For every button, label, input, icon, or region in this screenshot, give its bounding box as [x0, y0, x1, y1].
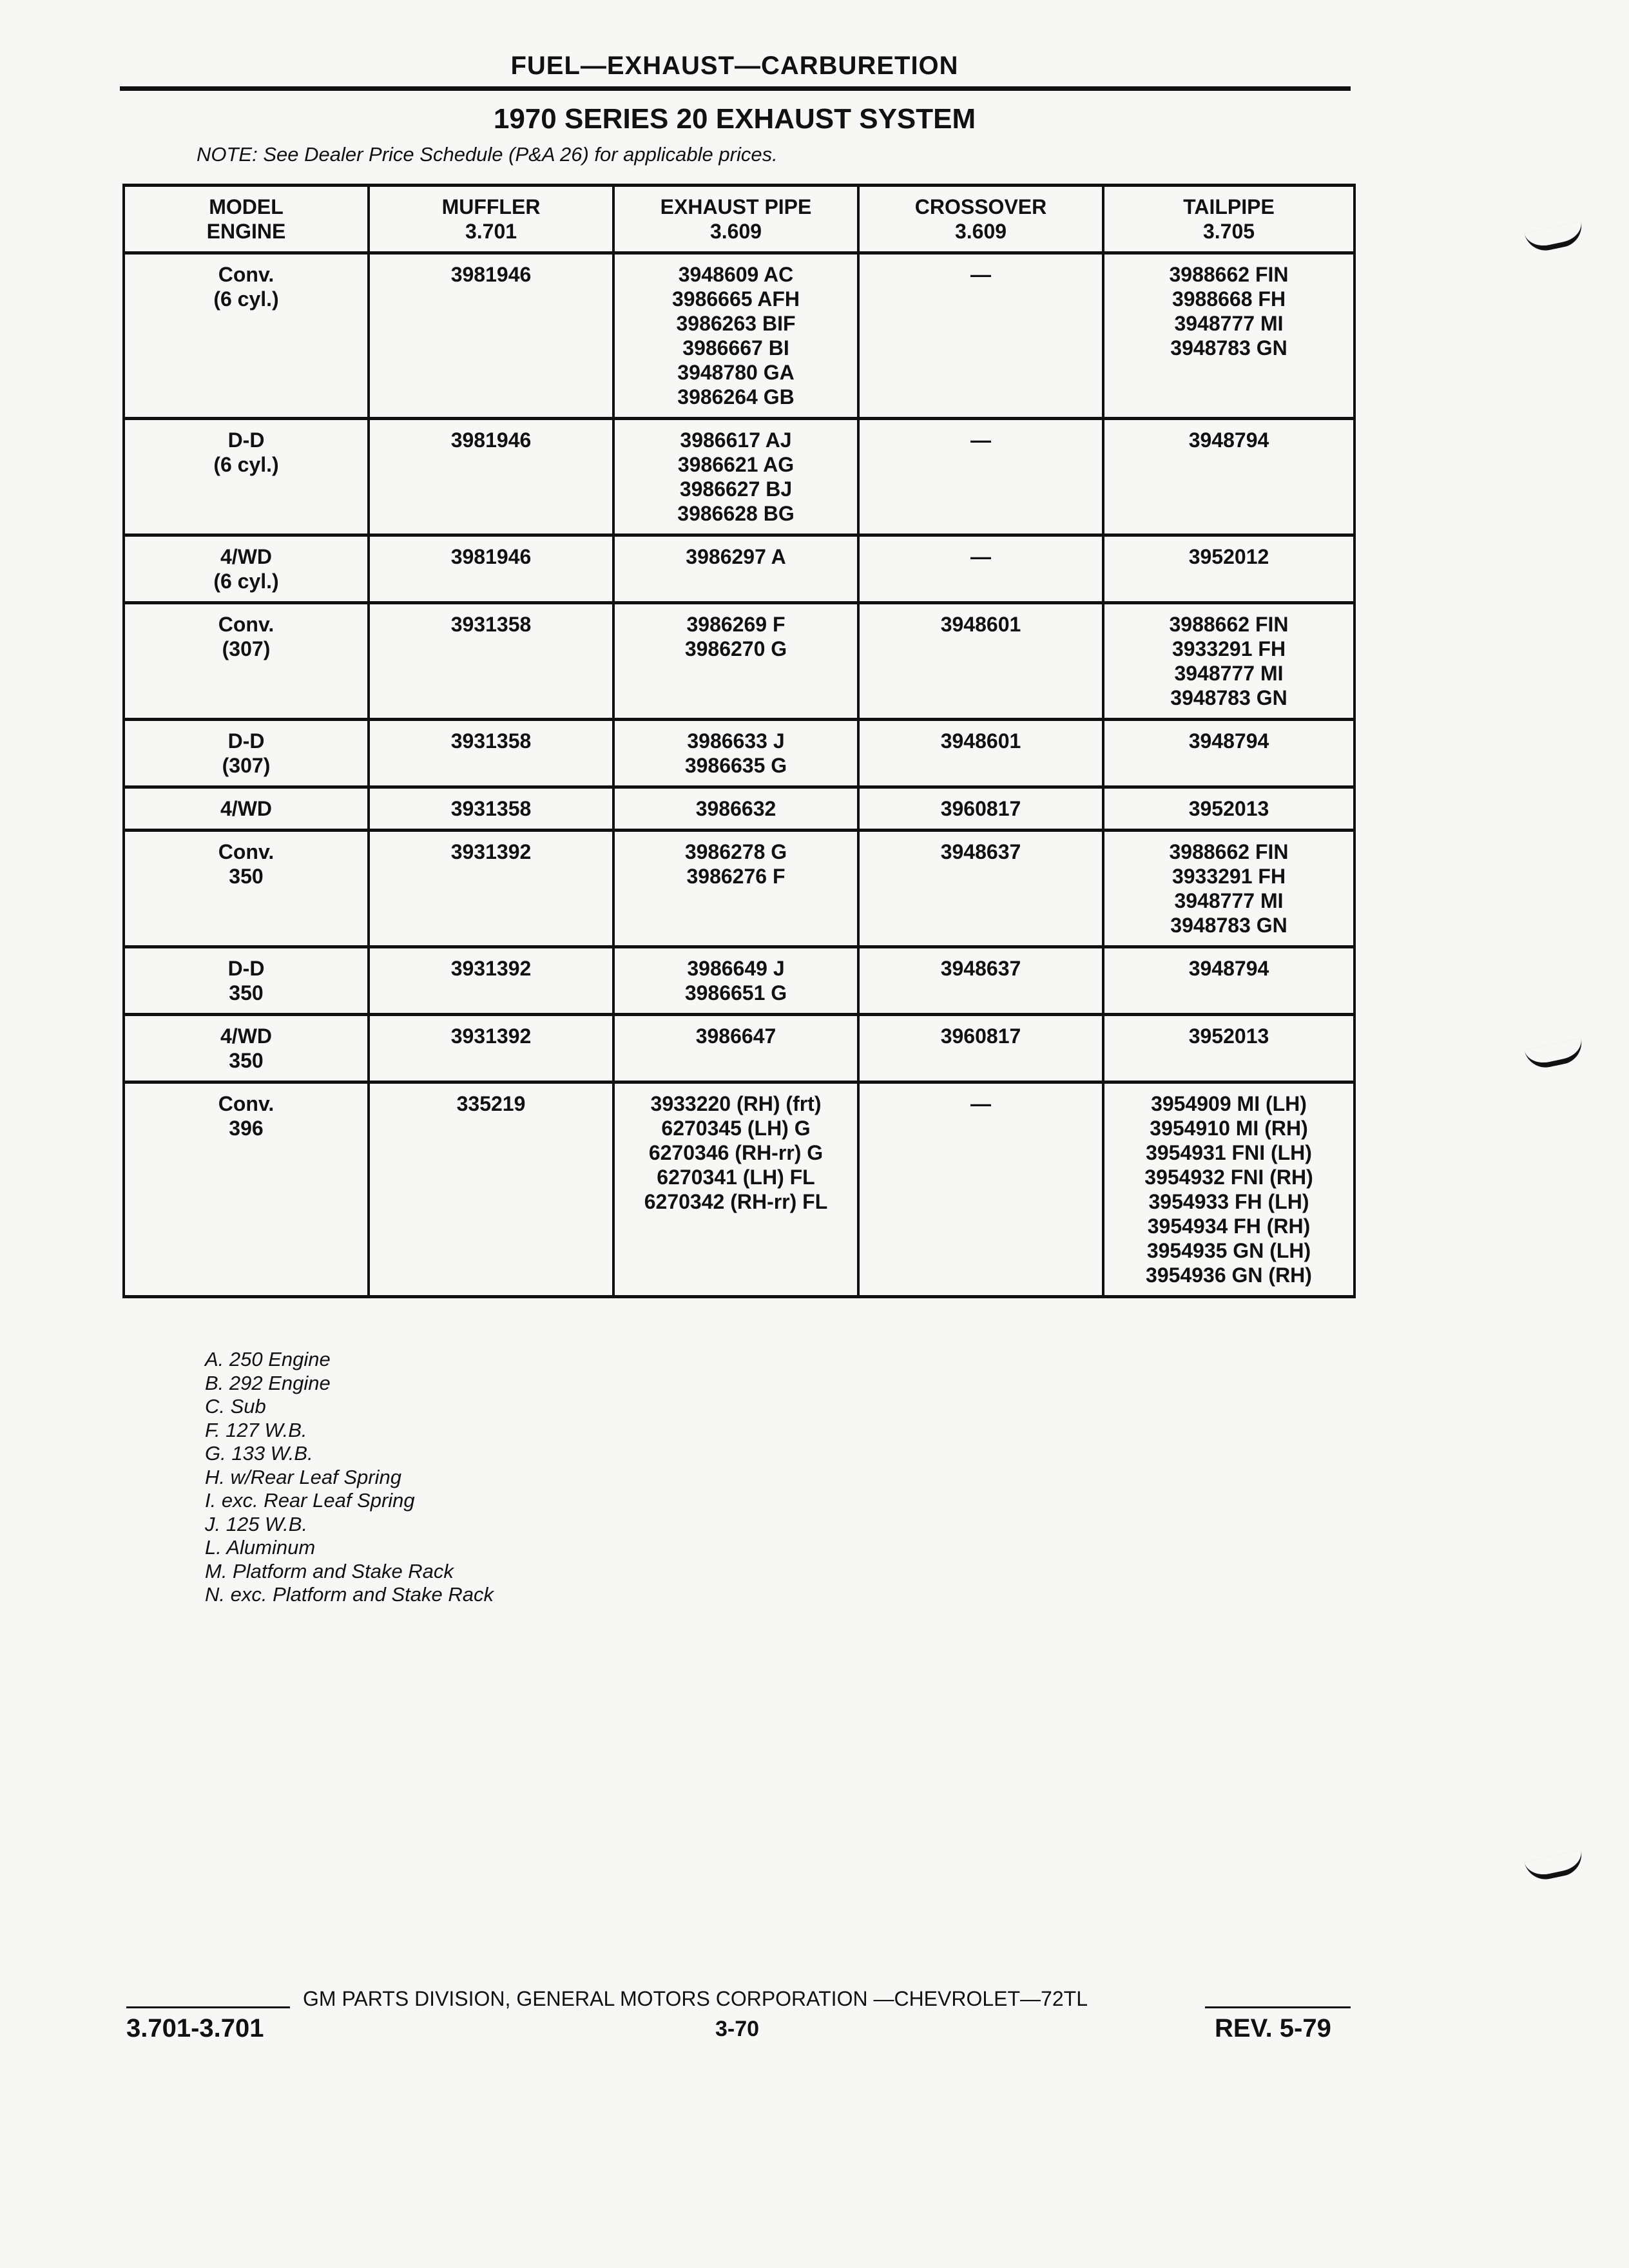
muffler-cell-line: 3931358 [450, 797, 532, 820]
muffler-cell [369, 947, 613, 1015]
exhaust-pipe-cell-line: 3986665 AFH [671, 287, 800, 311]
footnote-item: F. 127 W.B. [205, 1418, 307, 1441]
tailpipe-cell-line: 3988662 FIN [1169, 263, 1289, 286]
crossover-cell [858, 603, 1103, 720]
table-row [124, 1015, 1354, 1082]
table-row [124, 831, 1354, 947]
muffler-cell-line: 3931392 [450, 840, 532, 863]
tailpipe-cell-line: 3954910 MI (RH) [1150, 1117, 1308, 1140]
tailpipe-cell [1103, 831, 1354, 947]
exhaust-pipe-cell [613, 603, 858, 720]
footnote-item: N. exc. Platform and Stake Rack [205, 1583, 494, 1606]
muffler-header-line: MUFFLER [441, 195, 541, 218]
footnote-item: B. 292 Engine [205, 1371, 331, 1394]
muffler-cell [369, 831, 613, 947]
exhaust-pipe-cell-line: 3986651 G [684, 981, 787, 1004]
table-row [124, 253, 1354, 419]
exhaust-pipe-cell-line: 3933220 (RH) (frt) [650, 1092, 822, 1115]
tailpipe-cell-line: 3954935 GN (LH) [1146, 1239, 1311, 1262]
table-row [124, 787, 1354, 831]
model-engine-header-line: ENGINE [206, 220, 286, 243]
muffler-cell [369, 1015, 613, 1082]
muffler-cell-line: 3931358 [450, 729, 532, 753]
tailpipe-cell-line: 3948794 [1188, 957, 1269, 980]
exhaust-pipe-cell-line: 3986635 G [684, 754, 787, 777]
exhaust-pipe-cell [613, 831, 858, 947]
muffler-cell [369, 1082, 613, 1297]
tailpipe-cell-line: 3948783 GN [1170, 336, 1287, 360]
model-engine-cell-line: (6 cyl.) [213, 287, 279, 311]
tailpipe-cell-line: 3988668 FH [1171, 287, 1286, 311]
muffler-header-line: 3.701 [465, 220, 517, 243]
tailpipe-cell-line: 3948777 MI [1174, 312, 1284, 335]
crossover-cell [858, 947, 1103, 1015]
exhaust-pipe-cell-line: 3986278 G [684, 840, 787, 863]
model-engine-cell-line: Conv. [218, 263, 275, 286]
tailpipe-cell [1103, 720, 1354, 787]
footer-page-number: 3-70 [715, 2017, 760, 2041]
model-engine-cell [124, 720, 369, 787]
exhaust-pipe-cell-line: 6270341 (LH) FL [657, 1166, 815, 1189]
tailpipe-cell-line: 3954933 FH (LH) [1148, 1190, 1309, 1213]
tailpipe-cell-line: 3948783 GN [1170, 914, 1287, 937]
tailpipe-cell [1103, 603, 1354, 720]
exhaust-pipe-cell-line: 3986269 F [686, 613, 786, 636]
exhaust-pipe-cell [613, 787, 858, 831]
crossover-cell-line: 3948601 [940, 729, 1021, 753]
muffler-cell-line: 3931358 [450, 613, 532, 636]
exhaust-pipe-cell [613, 253, 858, 419]
crossover-cell-line: 3948637 [940, 957, 1021, 980]
tailpipe-cell-line: 3954931 FNI (LH) [1146, 1141, 1312, 1164]
model-engine-cell [124, 1015, 369, 1082]
footer-section-range: 3.701-3.701 [126, 2014, 264, 2042]
footnote-item: A. 250 Engine [205, 1348, 331, 1370]
crossover-cell-line: 3948637 [940, 840, 1021, 863]
footnote-item: H. w/Rear Leaf Spring [205, 1465, 401, 1488]
table-row [124, 419, 1354, 535]
model-engine-cell-line: (6 cyl.) [213, 453, 279, 476]
footnote-item: I. exc. Rear Leaf Spring [205, 1489, 415, 1512]
tailpipe-cell [1103, 253, 1354, 419]
footnote-list [205, 1348, 494, 1607]
tailpipe-header-line: TAILPIPE [1183, 195, 1275, 218]
tailpipe-cell-line: 3954934 FH (RH) [1147, 1215, 1311, 1238]
model-engine-cell-line: 4/WD [220, 1024, 272, 1048]
model-engine-header [124, 186, 369, 253]
exhaust-pipe-cell [613, 720, 858, 787]
model-engine-cell-line: 350 [229, 1049, 264, 1072]
model-engine-cell-line: (307) [222, 637, 271, 660]
model-engine-cell-line: 350 [229, 981, 264, 1004]
tailpipe-cell [1103, 787, 1354, 831]
exhaust-pipe-cell [613, 947, 858, 1015]
exhaust-pipe-cell-line: 3986621 AG [677, 453, 795, 476]
binder-hole-mark [1524, 1038, 1585, 1072]
model-engine-cell [124, 603, 369, 720]
exhaust-pipe-cell-line: 3986263 BIF [676, 312, 796, 335]
exhaust-pipe-cell [613, 1082, 858, 1297]
muffler-cell-line: 3981946 [450, 545, 532, 568]
table-row [124, 603, 1354, 720]
exhaust-pipe-cell-line: 3986270 G [684, 637, 787, 660]
crossover-cell [858, 1082, 1103, 1297]
section-header: FUEL—EXHAUST—CARBURETION [510, 52, 959, 80]
tailpipe-cell-line: 3948794 [1188, 428, 1269, 452]
muffler-cell [369, 787, 613, 831]
exhaust-pipe-cell-line: 3948609 AC [678, 263, 794, 286]
model-engine-cell-line: (6 cyl.) [213, 570, 279, 593]
exhaust-pipe-cell-line: 3986276 F [686, 865, 786, 888]
model-engine-cell-line: D-D [227, 729, 265, 753]
exhaust-pipe-cell [613, 535, 858, 603]
table-row [124, 720, 1354, 787]
footnote-item: L. Aluminum [205, 1536, 316, 1559]
exhaust-pipe-header-line: 3.609 [709, 220, 762, 243]
exhaust-pipe-cell-line: 6270346 (RH-rr) G [648, 1141, 824, 1164]
tailpipe-cell-line: 3952013 [1188, 797, 1269, 820]
muffler-cell [369, 535, 613, 603]
footnote-item: G. 133 W.B. [205, 1442, 313, 1465]
crossover-cell-line: 3948601 [940, 613, 1021, 636]
table-row [124, 1082, 1354, 1297]
tailpipe-cell-line: 3954932 FNI (RH) [1144, 1166, 1313, 1189]
model-engine-cell-line: 396 [229, 1117, 264, 1140]
exhaust-pipe-cell-line: 6270342 (RH-rr) FL [644, 1190, 828, 1213]
exhaust-pipe-cell-line: 3986667 BI [682, 336, 789, 360]
tailpipe-cell-line: 3988662 FIN [1169, 840, 1289, 863]
tailpipe-cell-line: 3933291 FH [1171, 637, 1286, 660]
model-engine-header-line: MODEL [209, 195, 284, 218]
footer-rule-right [1205, 2006, 1351, 2008]
model-engine-cell [124, 947, 369, 1015]
exhaust-pipe-header-line: EXHAUST PIPE [660, 195, 812, 218]
exhaust-pipe-cell-line: 3986632 [695, 797, 776, 820]
exhaust-pipe-cell-line: 3948780 GA [677, 361, 795, 384]
tailpipe-cell [1103, 419, 1354, 535]
tailpipe-cell-line: 3933291 FH [1171, 865, 1286, 888]
crossover-header-line: CROSSOVER [914, 195, 1047, 218]
tailpipe-cell-line: 3948777 MI [1174, 889, 1284, 912]
crossover-header-line: 3.609 [954, 220, 1007, 243]
exhaust-pipe-cell [613, 1015, 858, 1082]
model-engine-cell [124, 535, 369, 603]
exhaust-pipe-cell-line: 3986633 J [687, 729, 785, 753]
model-engine-cell-line: Conv. [218, 1092, 275, 1115]
model-engine-cell [124, 253, 369, 419]
crossover-cell-line: — [970, 1092, 991, 1115]
header-rule [120, 86, 1351, 91]
tailpipe-cell-line: 3948783 GN [1170, 686, 1287, 709]
crossover-header [858, 186, 1103, 253]
crossover-cell [858, 831, 1103, 947]
model-engine-cell-line: (307) [222, 754, 271, 777]
muffler-cell [369, 603, 613, 720]
model-engine-cell-line: Conv. [218, 613, 275, 636]
tailpipe-cell-line: 3954936 GN (RH) [1146, 1264, 1312, 1287]
tailpipe-cell [1103, 947, 1354, 1015]
tailpipe-cell-line: 3948777 MI [1174, 662, 1284, 685]
tailpipe-header [1103, 186, 1354, 253]
tailpipe-cell [1103, 1015, 1354, 1082]
exhaust-parts-table [122, 184, 1356, 1298]
tailpipe-cell-line: 3988662 FIN [1169, 613, 1289, 636]
muffler-cell [369, 253, 613, 419]
table-row [124, 947, 1354, 1015]
table-row [124, 535, 1354, 603]
crossover-cell [858, 535, 1103, 603]
footer-rule-left [126, 2006, 290, 2008]
model-engine-cell-line: 4/WD [220, 545, 272, 568]
crossover-cell [858, 720, 1103, 787]
footer-publisher: GM PARTS DIVISION, GENERAL MOTORS CORPORATION —CHEVROLET—72TL [303, 1987, 1088, 2010]
muffler-cell-line: 335219 [456, 1092, 526, 1115]
tailpipe-cell [1103, 535, 1354, 603]
model-engine-cell [124, 787, 369, 831]
muffler-cell [369, 720, 613, 787]
footnote-item: J. 125 W.B. [205, 1512, 308, 1535]
tailpipe-cell-line: 3952012 [1188, 545, 1269, 568]
exhaust-pipe-cell-line: 3986649 J [687, 957, 785, 980]
footnote-item: M. Platform and Stake Rack [205, 1559, 454, 1582]
muffler-header [369, 186, 613, 253]
muffler-cell-line: 3981946 [450, 263, 532, 286]
exhaust-pipe-cell-line: 3986647 [695, 1024, 776, 1048]
binder-hole-mark [1524, 221, 1585, 255]
exhaust-pipe-cell-line: 6270345 (LH) G [661, 1117, 811, 1140]
muffler-cell-line: 3931392 [450, 957, 532, 980]
model-engine-cell-line: D-D [227, 957, 265, 980]
crossover-cell [858, 419, 1103, 535]
tailpipe-cell [1103, 1082, 1354, 1297]
crossover-cell-line: — [970, 428, 991, 452]
table-body [124, 253, 1354, 1297]
exhaust-pipe-cell-line: 3986628 BG [677, 502, 795, 525]
binder-hole-mark [1524, 1850, 1585, 1883]
exhaust-pipe-cell-line: 3986264 GB [677, 385, 795, 408]
tailpipe-cell-line: 3948794 [1188, 729, 1269, 753]
crossover-cell-line: 3960817 [940, 797, 1021, 820]
footnote-item: C. Sub [205, 1395, 266, 1418]
exhaust-pipe-cell-line: 3986297 A [686, 545, 786, 568]
crossover-cell-line: — [970, 545, 991, 568]
crossover-cell [858, 787, 1103, 831]
model-engine-cell-line: Conv. [218, 840, 275, 863]
crossover-cell [858, 253, 1103, 419]
model-engine-cell-line: 350 [229, 865, 264, 888]
document-title: 1970 SERIES 20 EXHAUST SYSTEM [493, 103, 976, 135]
exhaust-pipe-header [613, 186, 858, 253]
model-engine-cell [124, 831, 369, 947]
price-note: NOTE: See Dealer Price Schedule (P&A 26) for applicable prices. [197, 143, 778, 166]
muffler-cell-line: 3931392 [450, 1024, 532, 1048]
exhaust-pipe-cell-line: 3986627 BJ [679, 477, 793, 501]
crossover-cell-line: 3960817 [940, 1024, 1021, 1048]
tailpipe-header-line: 3.705 [1202, 220, 1255, 243]
tailpipe-cell-line: 3954909 MI (LH) [1151, 1092, 1307, 1115]
crossover-cell-line: — [970, 263, 991, 286]
tailpipe-cell-line: 3952013 [1188, 1024, 1269, 1048]
model-engine-cell-line: 4/WD [220, 797, 272, 820]
model-engine-cell [124, 1082, 369, 1297]
crossover-cell [858, 1015, 1103, 1082]
table-header-row [124, 186, 1354, 253]
muffler-cell [369, 419, 613, 535]
exhaust-pipe-cell-line: 3986617 AJ [680, 428, 792, 452]
exhaust-pipe-cell [613, 419, 858, 535]
model-engine-cell [124, 419, 369, 535]
muffler-cell-line: 3981946 [450, 428, 532, 452]
footer-revision: REV. 5-79 [1215, 2014, 1331, 2042]
model-engine-cell-line: D-D [227, 428, 265, 452]
